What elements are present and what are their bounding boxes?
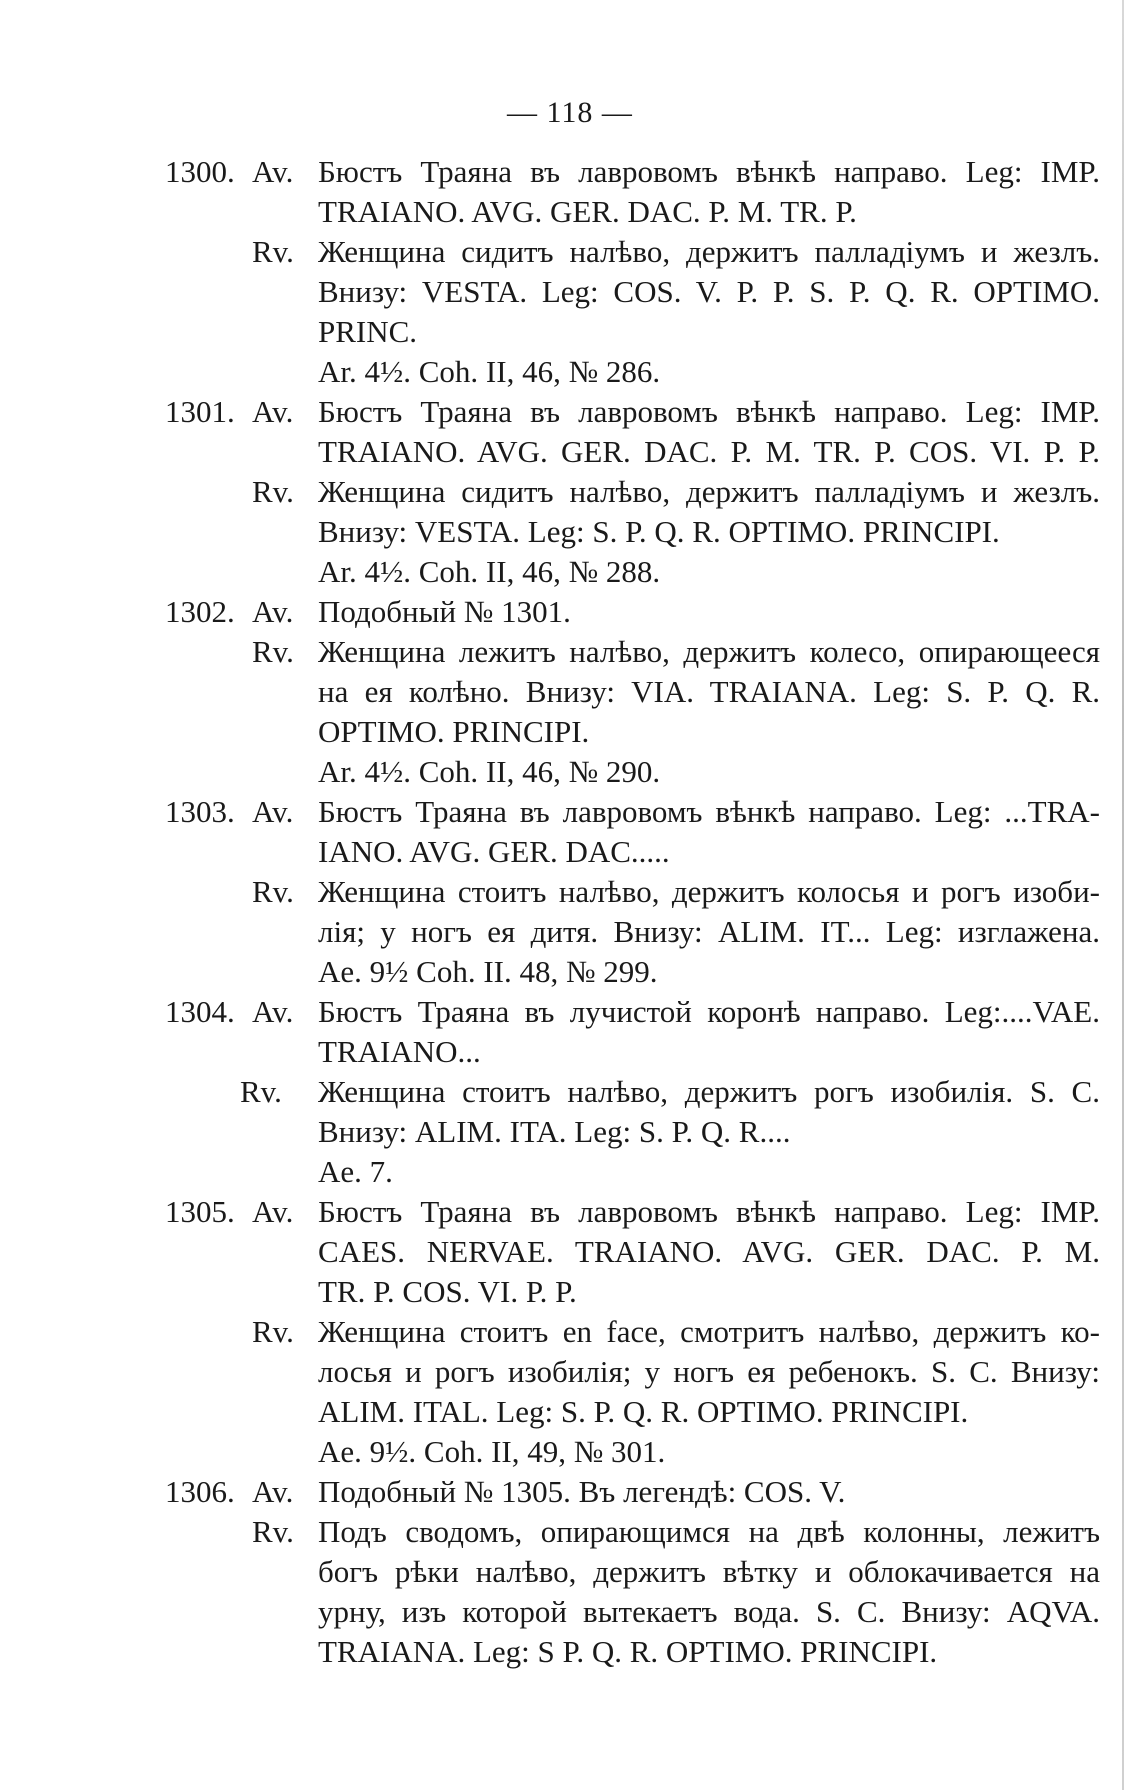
catalog-entry [0, 152, 1140, 392]
reverse-line [0, 272, 1140, 312]
reverse-text: на ея колѣно. Внизу: VIA. TRAIANA. Leg: S. P. Q. R. [318, 674, 1100, 709]
reverse-line [0, 1352, 1140, 1392]
reverse-text: Внизу: ALIM. ITA. Leg: S. P. Q. R.... [318, 1114, 791, 1149]
reverse-line [0, 1312, 1140, 1352]
coin-reference: Ae. 9½ Coh. II. 48, № 299. [318, 954, 658, 989]
entry-number: 1302. [165, 594, 235, 629]
obverse-text: TR. P. COS. VI. P. P. [318, 1274, 577, 1309]
reverse-line [0, 1112, 1140, 1152]
reverse-text: Внизу: VESTA. Leg: S. P. Q. R. OPTIMO. PRINCIPI. [318, 514, 1000, 549]
reference-line [0, 552, 1140, 592]
reverse-line [0, 1392, 1140, 1432]
coin-reference: Ar. 4½. Coh. II, 46, № 288. [318, 554, 661, 589]
obverse-line [0, 432, 1140, 472]
reverse-line [0, 632, 1140, 672]
entry-number: 1300. [165, 154, 235, 189]
obverse-line [0, 1032, 1140, 1072]
obverse-text: Бюстъ Траяна въ лавровомъ вѣнкѣ направо. Leg: IMP. [318, 154, 1100, 189]
reverse-line [0, 1512, 1140, 1552]
reverse-text: Женщина стоитъ налѣво, держитъ рогъ изобилія. S. C. [318, 1074, 1100, 1109]
obverse-line [0, 392, 1140, 432]
reverse-label: Rv. [240, 1074, 282, 1109]
reverse-text: лосья и рогъ изобилія; у ногъ ея ребенокъ. S. C. Внизу: [318, 1354, 1100, 1389]
reference-line [0, 1152, 1140, 1192]
obverse-text: Бюстъ Траяна въ лавровомъ вѣнкѣ направо. Leg: ...TRA- [318, 794, 1100, 829]
reverse-label: Rv. [252, 874, 294, 909]
reference-line [0, 1432, 1140, 1472]
obverse-text: IANO. AVG. GER. DAC..... [318, 834, 670, 869]
page-number: — 118 — [507, 96, 633, 129]
reverse-line [0, 672, 1140, 712]
reference-line [0, 752, 1140, 792]
reverse-text: Женщина лежитъ налѣво, держитъ колесо, опирающееся [318, 634, 1100, 669]
catalog-entry [0, 392, 1140, 592]
obverse-text: Бюстъ Траяна въ лавровомъ вѣнкѣ направо. Leg: IMP. [318, 1194, 1100, 1229]
obverse-label: Av. [252, 594, 294, 629]
obverse-label: Av. [252, 794, 294, 829]
obverse-label: Av. [252, 994, 294, 1029]
reverse-line [0, 712, 1140, 752]
coin-reference: Ar. 4½. Coh. II, 46, № 290. [318, 754, 661, 789]
obverse-line [0, 152, 1140, 192]
obverse-text: Подобный № 1305. Въ легендѣ: COS. V. [318, 1474, 846, 1509]
obverse-text: Бюстъ Траяна въ лучистой коронѣ направо. Leg:....VAE. [318, 994, 1100, 1029]
reverse-line [0, 1592, 1140, 1632]
reverse-text: богъ рѣки налѣво, держитъ вѣтку и облокачивается на [318, 1554, 1100, 1589]
reverse-line [0, 232, 1140, 272]
catalog-entry [0, 592, 1140, 792]
reverse-text: Женщина сидитъ налѣво, держитъ палладіумъ и жезлъ. [318, 474, 1100, 509]
reverse-line [0, 1552, 1140, 1592]
reverse-line [0, 912, 1140, 952]
obverse-label: Av. [252, 1474, 294, 1509]
catalog-entry [0, 992, 1140, 1192]
entry-number: 1303. [165, 794, 235, 829]
coin-reference: Ae. 9½. Coh. II, 49, № 301. [318, 1434, 666, 1469]
reference-line [0, 352, 1140, 392]
obverse-line [0, 592, 1140, 632]
reverse-text: Женщина сидитъ налѣво, держитъ палладіумъ и жезлъ. [318, 234, 1100, 269]
obverse-line [0, 1272, 1140, 1312]
obverse-line [0, 792, 1140, 832]
obverse-text: Подобный № 1301. [318, 594, 571, 629]
catalog-entry [0, 792, 1140, 992]
coin-reference: Ar. 4½. Coh. II, 46, № 286. [318, 354, 661, 389]
obverse-text: TRAIANO. AVG. GER. DAC. P. M. TR. P. COS. VI. P. P. [318, 434, 1100, 469]
obverse-label: Av. [252, 154, 294, 189]
catalog-entries [0, 152, 1140, 1672]
reverse-text: лія; у ногъ ея дитя. Внизу: ALIM. IT... Leg: изглажена. [318, 914, 1100, 949]
obverse-line [0, 1472, 1140, 1512]
obverse-line [0, 1232, 1140, 1272]
reverse-line [0, 872, 1140, 912]
entry-number: 1304. [165, 994, 235, 1029]
obverse-label: Av. [252, 394, 294, 429]
obverse-text: CAES. NERVAE. TRAIANO. AVG. GER. DAC. P. M. [318, 1234, 1100, 1269]
obverse-label: Av. [252, 1194, 294, 1229]
reverse-text: Женщина стоитъ en face, смотритъ налѣво, держитъ ко- [318, 1314, 1100, 1349]
reverse-text: Женщина стоитъ налѣво, держитъ колосья и рогъ изоби- [318, 874, 1100, 909]
reverse-line [0, 472, 1140, 512]
obverse-line [0, 832, 1140, 872]
entry-number: 1301. [165, 394, 235, 429]
reverse-text: TRAIANA. Leg: S P. Q. R. OPTIMO. PRINCIPI. [318, 1634, 938, 1669]
reverse-line [0, 312, 1140, 352]
reverse-text: PRINC. [318, 314, 418, 349]
entry-number: 1306. [165, 1474, 235, 1509]
obverse-line [0, 1192, 1140, 1232]
reverse-label: Rv. [252, 1314, 294, 1349]
reference-line [0, 952, 1140, 992]
obverse-text: TRAIANO... [318, 1034, 481, 1069]
obverse-line [0, 192, 1140, 232]
reverse-text: урну, изъ которой вытекаетъ вода. S. C. Внизу: AQVA. [318, 1594, 1100, 1629]
catalog-entry [0, 1192, 1140, 1472]
obverse-text: TRAIANO. AVG. GER. DAC. P. M. TR. P. [318, 194, 857, 229]
reverse-text: OPTIMO. PRINCIPI. [318, 714, 590, 749]
reverse-label: Rv. [252, 634, 294, 669]
reverse-text: Внизу: VESTA. Leg: COS. V. P. P. S. P. Q. R. OPTIMO. [318, 274, 1100, 309]
reverse-text: ALIM. ITAL. Leg: S. P. Q. R. OPTIMO. PRINCIPI. [318, 1394, 969, 1429]
reverse-label: Rv. [252, 474, 294, 509]
obverse-text: Бюстъ Траяна въ лавровомъ вѣнкѣ направо. Leg: IMP. [318, 394, 1100, 429]
reverse-text: Подъ сводомъ, опирающимся на двѣ колонны, лежитъ [318, 1514, 1100, 1549]
reverse-line [0, 1632, 1140, 1672]
reverse-label: Rv. [252, 1514, 294, 1549]
entry-number: 1305. [165, 1194, 235, 1229]
reverse-label: Rv. [252, 234, 294, 269]
reverse-line [0, 1072, 1140, 1112]
coin-reference: Ae. 7. [318, 1154, 393, 1189]
obverse-line [0, 992, 1140, 1032]
reverse-line [0, 512, 1140, 552]
catalog-entry [0, 1472, 1140, 1672]
